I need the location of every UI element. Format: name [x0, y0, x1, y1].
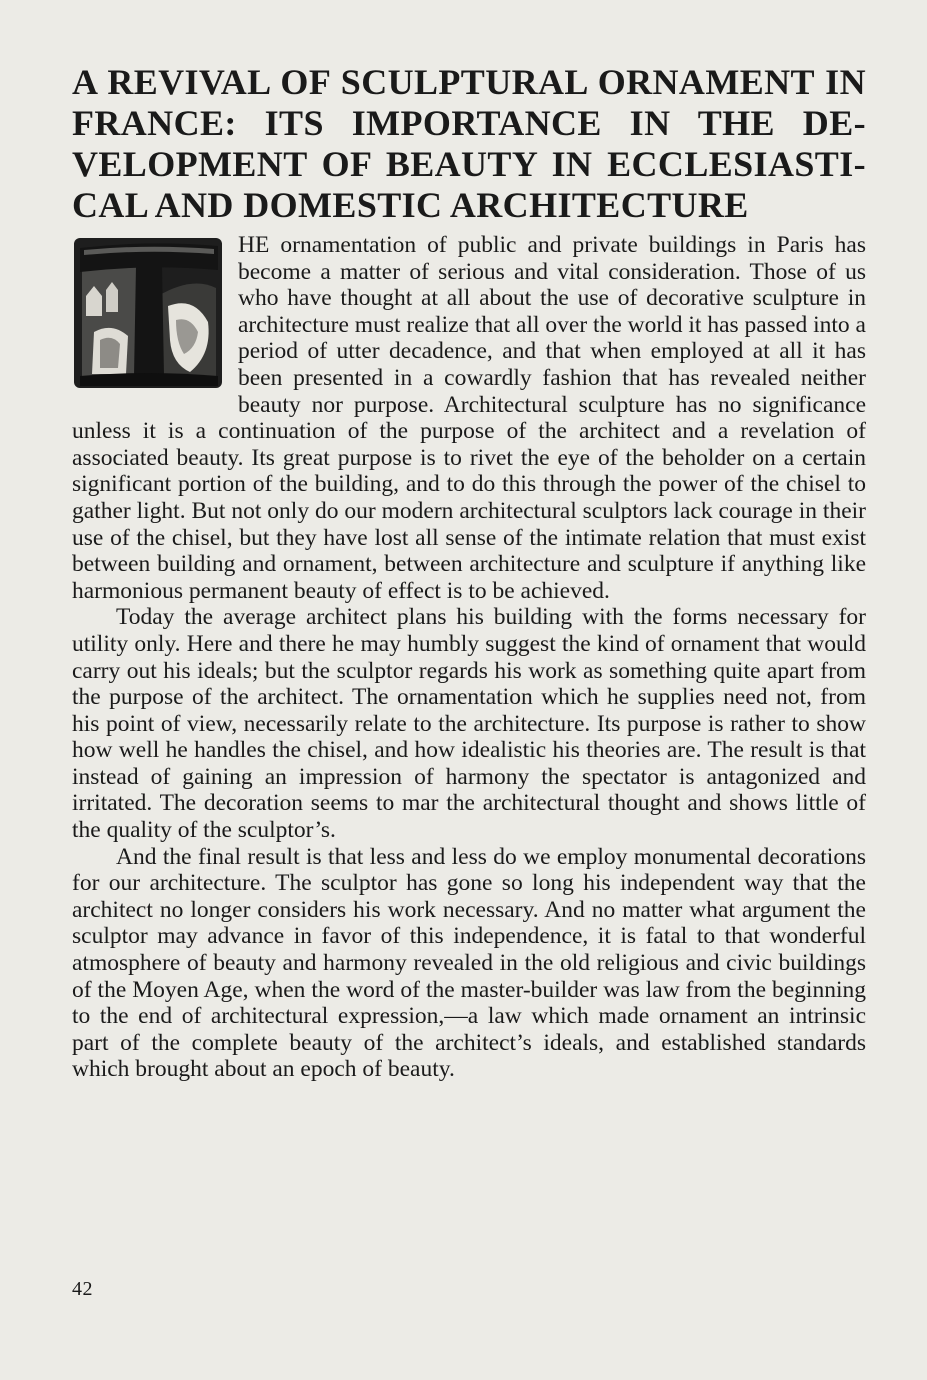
paragraph: HE ornamentation of public and private buildings in Paris has become a matter of serious and vital consideration. Those of us who have thought at all about the use of decorative sculpture in architecture must realize that all over the world it has passed into a period of utter decadence, and that when employed at all it has been presented in a cowardly fashion that has revealed neither beauty nor purpose. Architectural sculpture has no significance unless it is a continuation of the purpose of the architect and a revelation of associated beauty. Its great purpose is to rivet the eye of the beholder on a certain significant portion of the building, and to do this through the power of the chisel to gather light. But not only do our modern architectural sculptors lack courage in their use of the chisel, but they have lost all sense of the intimate relation that must exist between building and ornament, between architecture and sculpture if anything like harmonious permanent beauty of effect is to be achieved.	[72, 232, 866, 604]
title-line: VELOPMENT OF BEAUTY IN ECCLESIASTI-	[72, 144, 866, 184]
title-line: FRANCE: ITS IMPORTANCE IN THE DE-	[72, 103, 866, 143]
page	[72, 62, 866, 1083]
page-number: 42	[72, 1278, 93, 1300]
drop-cap-illustration	[72, 236, 224, 390]
drop-cap-t-icon	[72, 236, 224, 390]
paragraph: Today the average architect plans his building with the forms necessary for utility only. Here and there he may humbly suggest the kind of ornament that would carry out his ideals; but the sculptor regards his work as something quite apart from the purpose of the architect. The ornamentation which he supplies need not, from his point of view, necessarily relate to the architecture. Its purpose is rather to show how well he handles the chisel, and how idealistic his theories are. The result is that instead of gaining an impression of harmony the spectator is antagonized and irritated. The decoration seems to mar the architectural thought and shows little of the quality of the sculptor’s.	[72, 604, 866, 844]
title-line: CAL AND DOMESTIC ARCHITECTURE	[72, 185, 749, 225]
title-line: A REVIVAL OF SCULPTURAL ORNAMENT IN	[72, 62, 866, 102]
article-body	[72, 232, 866, 1083]
paragraph: And the final result is that less and less do we employ monumental decorations for our architecture. The sculptor has gone so long his independent way that the architect no longer considers his work necessary. And no matter what argument the sculptor may advance in favor of this independence, it is fatal to that wonderful atmosphere of beauty and harmony revealed in the old religious and civic buildings of the Moyen Age, when the word of the master-builder was law from the beginning to the end of architectural expression,—a law which made ornament an intrinsic part of the complete beauty of the architect’s ideals, and established standards which brought about an epoch of beauty.	[72, 843, 866, 1083]
article-title	[72, 62, 866, 226]
